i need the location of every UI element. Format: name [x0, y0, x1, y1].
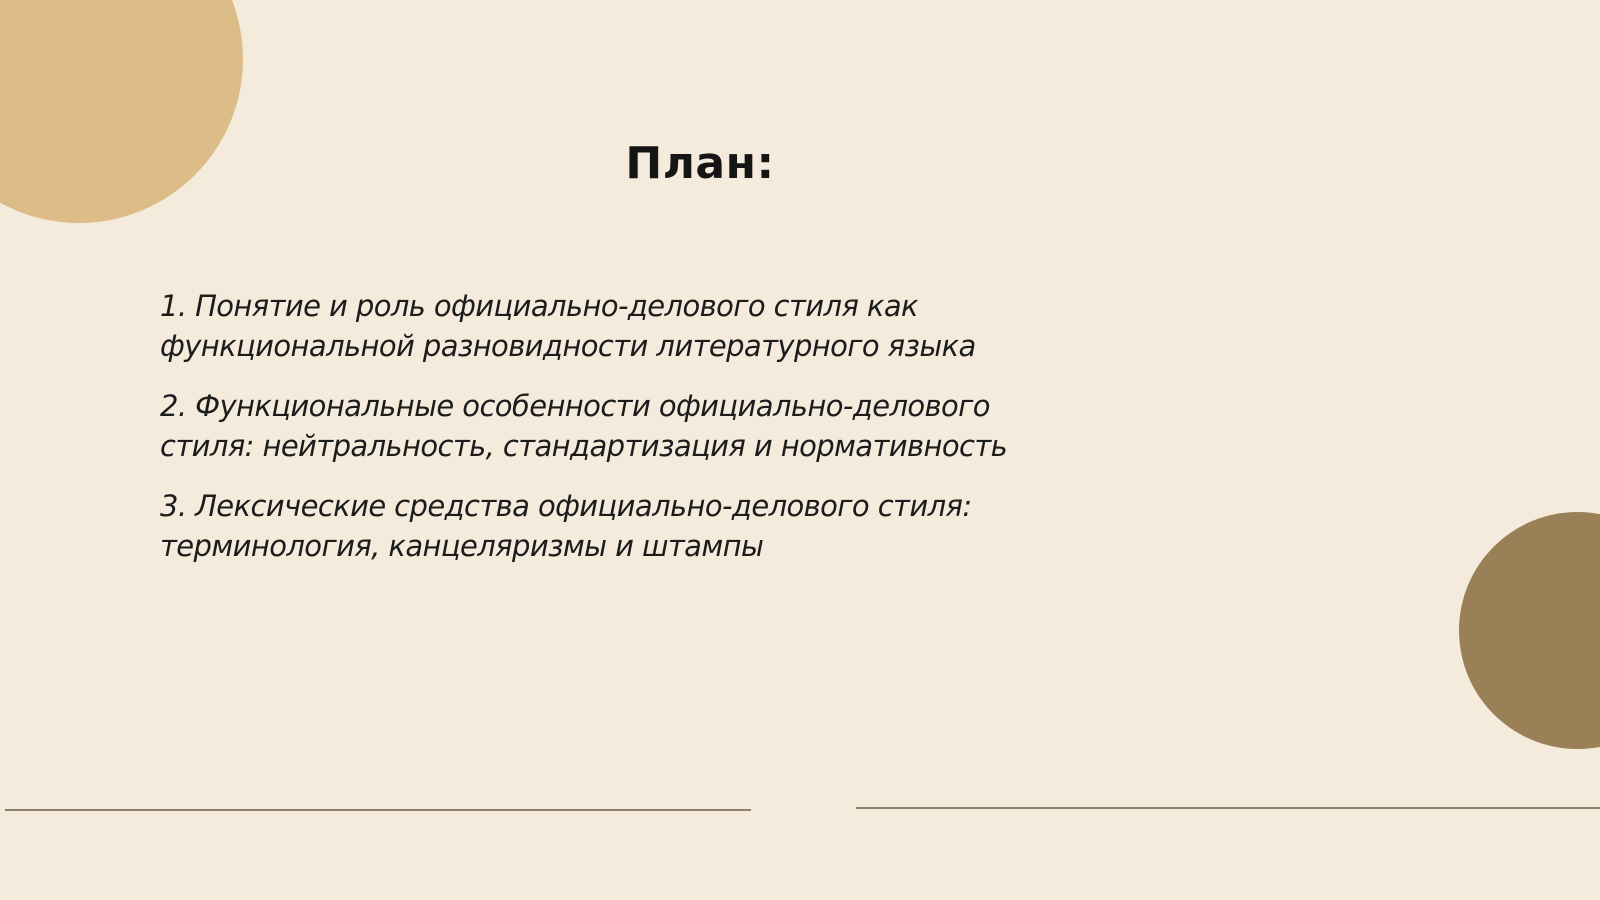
plan-item-3-line-2: терминология, канцеляризмы и штампы	[160, 529, 764, 563]
slide-title: План:	[625, 138, 775, 189]
plan-list	[160, 286, 1180, 586]
plan-item-1-line-1: 1. Понятие и роль официально-делового стиля как	[160, 289, 918, 323]
plan-item-1	[160, 286, 1180, 366]
decorative-circle-right	[1459, 512, 1600, 749]
plan-item-3	[160, 486, 1180, 566]
plan-item-2-line-1: 2. Функциональные особенности официально-делового	[160, 389, 990, 423]
divider-line-left	[5, 809, 751, 811]
plan-item-2-line-2: стиля: нейтральность, стандартизация и нормативность	[160, 429, 1008, 463]
plan-item-2	[160, 386, 1180, 466]
plan-item-1-line-2: функциональной разновидности литературного языка	[160, 329, 976, 363]
plan-item-3-line-1: 3. Лексические средства официально-делового стиля:	[160, 489, 972, 523]
divider-line-right	[856, 807, 1600, 809]
